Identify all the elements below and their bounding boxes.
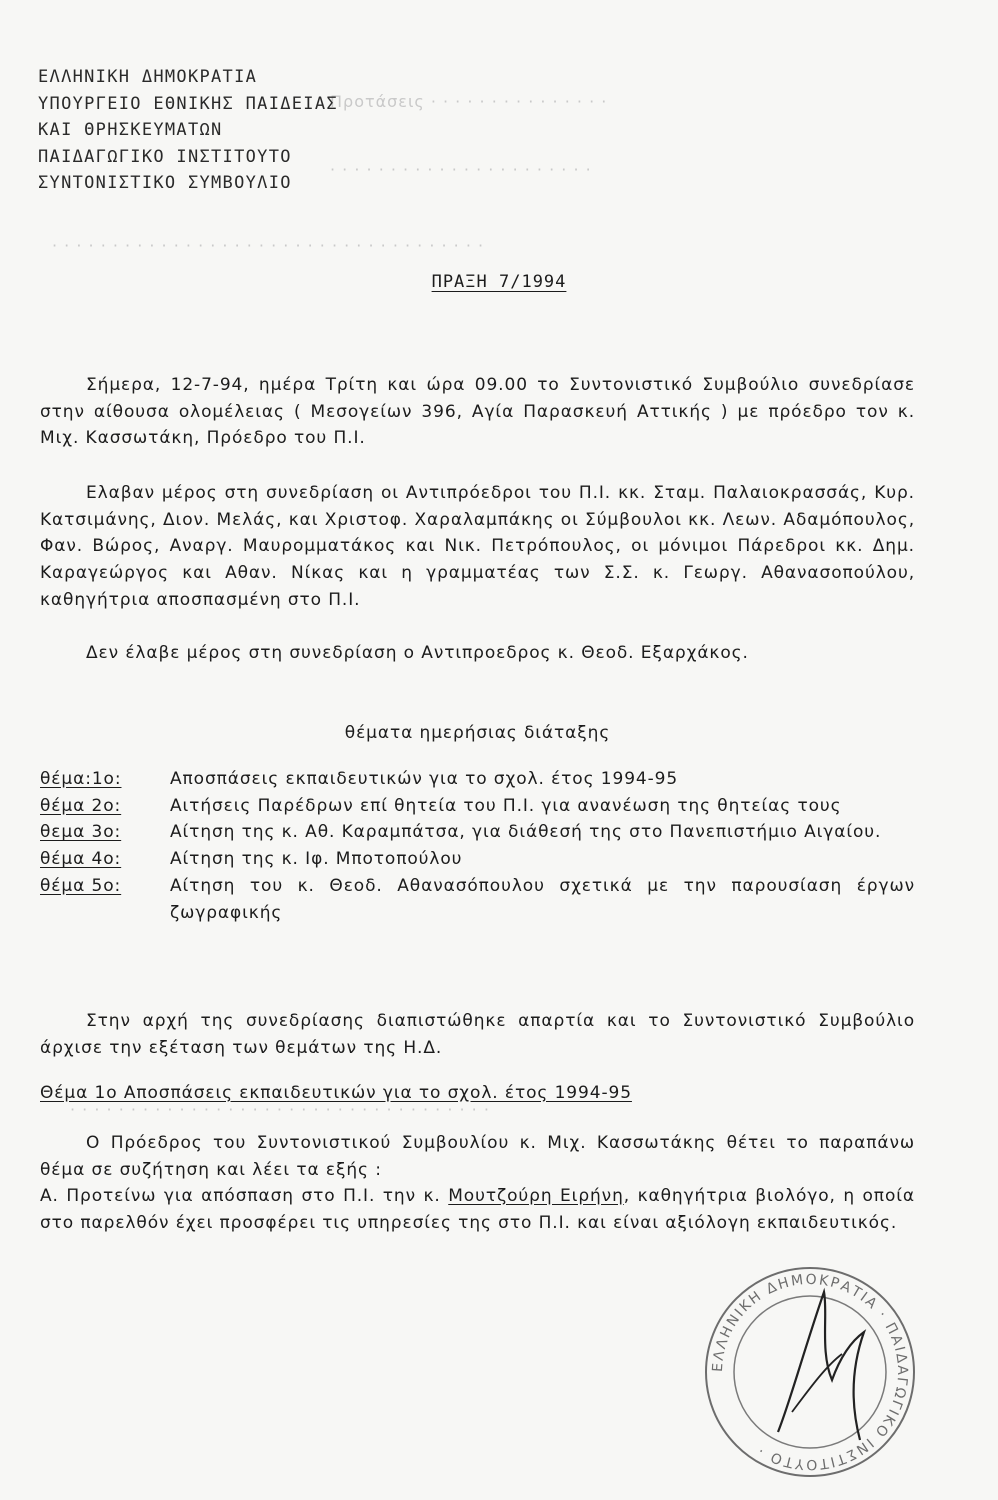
official-stamp <box>700 1262 920 1482</box>
stamp-inner-ring <box>734 1296 886 1448</box>
agenda-item <box>40 793 915 820</box>
agenda-item-label: θέμα 4ο: <box>40 849 122 870</box>
section-1-paragraph-1: Ο Πρόεδρος του Συντονιστικού Συμβουλίου κ. Μιχ. Κασσωτάκης θέτει το παραπάνω θέμα σε συζήτηση και λέει τα εξής : <box>40 1133 915 1180</box>
agenda-item-label: θέμα:1ο: <box>40 769 122 789</box>
bleed-through-text: · · · · · · · · · · · · · · · · · · · · · · · · · · · · · · · · · · · · <box>52 236 485 255</box>
section-1-paragraph-2 <box>40 1183 915 1236</box>
nominee-name: Μουτζούρη Ειρήνη <box>448 1186 624 1206</box>
signature <box>778 1292 864 1440</box>
letterhead-line: ΠΑΙΔΑΓΩΓΙΚΟ ΙΝΣΤΙΤΟΥΤΟ <box>38 146 292 167</box>
agenda-item <box>40 819 915 846</box>
signature-stroke <box>792 1354 842 1412</box>
agenda-item-text: Αίτηση της κ. Ιφ. Μποτοπούλου <box>170 849 463 870</box>
agenda-item <box>40 846 915 873</box>
stamp-outer-ring <box>706 1268 914 1476</box>
proposal-prefix: Α. Προτείνω για απόσπαση στο Π.Ι. την κ. <box>40 1186 441 1206</box>
intro-paragraph-3: Δεν έλαβε μέρος στη συνεδρίαση ο Αντιπροεδρος κ. Θεοδ. Εξαρχάκος. <box>86 643 749 663</box>
agenda-item-text: Αίτηση της κ. Αθ. Καραμπάτσα, για διάθεσή της στο Πανεπιστήμιο Αιγαίου. <box>170 822 882 843</box>
intro-paragraph-2: Ελαβαν μέρος στη συνεδρίαση οι Αντιπρόεδροι του Π.Ι. κκ. Σταμ. Παλαιοκρασσάς, Κυρ. Κατσιμάνης, Διον. Μελάς, και Χριστοφ. Χαραλαμπάκης οι Σύμβουλοι κκ. Λεων. Αδαμόπουλος, Φαν. Βώρος, Αναργ. Μαυρομματάκος και Νικ. Πετρόπουλος, οι μόνιμοι Πάρεδροι κκ. Δημ. Καραγεώργος και Αθαν. Νίκας και η γραμματέας των Σ.Σ. κ. Γεωργ. Αθανασοπούλου, καθηγήτρια αποσπασμένη στο Π.Ι. <box>40 483 915 610</box>
agenda-heading: θέματα ημερήσιας διάταξης <box>344 723 611 743</box>
agenda-item-label: θεμα 3ο: <box>40 822 122 843</box>
letterhead-line: ΕΛΛΗΝΙΚΗ ΔΗΜΟΚΡΑΤΙΑ <box>38 67 258 87</box>
letterhead-line: ΣΥΝΤΟΝΙΣΤΙΚΟ ΣΥΜΒΟΥΛΙΟ <box>38 173 292 193</box>
document-title: ΠΡΑΞΗ 7/1994 <box>431 272 567 292</box>
letterhead <box>38 64 338 197</box>
section-1-heading-wrap <box>40 1080 915 1107</box>
bleed-through-text: Προτάσεις · · · · · · · · · · · · · · · <box>330 92 608 111</box>
letterhead-line: ΥΠΟΥΡΓΕΙΟ ΕΘΝΙΚΗΣ ΠΑΙΔΕΙΑΣ <box>38 93 338 114</box>
stamp-text <box>710 1272 910 1472</box>
agenda-item-label: θέμα 5ο: <box>40 875 122 896</box>
agenda-list <box>40 766 915 926</box>
agenda-item-text: Αποσπάσεις εκπαιδευτικών για το σχολ. έτος 1994-95 <box>170 769 679 789</box>
agenda-item-text: Αίτηση του κ. Θεοδ. Αθανασόπουλου σχετικά με την παρουσίαση έργων ζωγραφικής <box>170 875 915 923</box>
agenda-item-label: θέμα 2ο: <box>40 795 122 816</box>
proposal-suffix: , καθηγήτρια βιολόγο, η οποία στο παρελθόν έχει προσφέρει τις υπηρεσίες της στο Π.Ι. και είναι αξιόλογη εκπαιδευτικός. <box>40 1186 916 1233</box>
stamp-text-path: ΕΛΛΗΝΙΚΗ ΔΗΜΟΚΡΑΤΙΑ · ΠΑΙΔΑΓΩΓΙΚΟ ΙΝΣΤΙΤΟΥΤΟ · <box>709 1271 911 1473</box>
agenda-item <box>40 873 915 926</box>
document-title-wrap <box>0 272 998 292</box>
section-1-heading: Θέμα 1ο Αποσπάσεις εκπαιδευτικών για το σχολ. έτος 1994-95 <box>40 1083 632 1103</box>
intro-paragraph-1: Σήμερα, 12-7-94, ημέρα Τρίτη και ώρα 09.00 το Συντονιστικό Συμβούλιο συνεδρίασε στην αίθουσα ολομέλειας ( Μεσογείων 396, Αγία Παρασκευή Αττικής ) με πρόεδρο τον κ. Μιχ. Κασσωτάκη, Πρόεδρο του Π.Ι. <box>40 375 915 449</box>
letterhead-line: ΚΑΙ ΘΡΗΣΚΕΥΜΑΤΩΝ <box>38 120 223 140</box>
quorum-paragraph: Στην αρχή της συνεδρίασης διαπιστώθηκε απαρτία και το Συντονιστικό Συμβούλιο άρχισε την εξέταση των θεμάτων της Η.Δ. <box>40 1011 915 1058</box>
bleed-through-text: · · · · · · · · · · · · · · · · · · · · · · <box>330 160 592 179</box>
agenda-item-text: Αιτήσεις Παρέδρων επί θητεία του Π.Ι. για ανανέωση της θητείας τους <box>170 795 842 816</box>
bleed-through-text: · · · · · · · · · · · · · · · · · · · · · · · · · · · · · · · · · · · <box>70 1100 490 1119</box>
agenda-item <box>40 766 915 793</box>
